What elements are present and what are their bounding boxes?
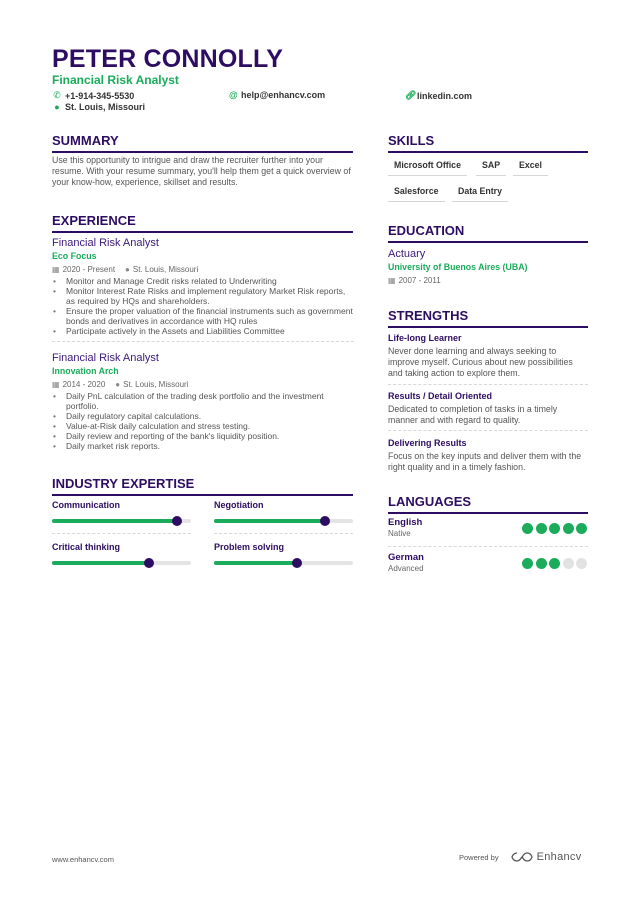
strength-title: Life-long Learner <box>388 333 462 343</box>
skill-tag: Microsoft Office <box>388 156 467 176</box>
rating-dot <box>536 558 547 569</box>
job-company: Eco Focus <box>52 251 97 261</box>
expertise-bar-fill <box>214 561 297 565</box>
section-title-strengths: STRENGTHS <box>388 308 588 328</box>
skill-tag: Excel <box>513 156 548 176</box>
language-item <box>388 517 588 545</box>
footer-powered <box>459 851 582 863</box>
skill-tag: SAP <box>476 156 506 176</box>
map-pin-icon: ● <box>115 380 121 389</box>
expertise-bar <box>52 519 191 523</box>
job-location: St. Louis, Missouri <box>132 265 199 274</box>
expertise-label: Problem solving <box>214 542 285 552</box>
section-title-summary: SUMMARY <box>52 133 353 153</box>
map-pin-icon: ● <box>125 265 130 274</box>
rating-dot <box>563 558 574 569</box>
strength-item <box>388 437 588 473</box>
calendar-icon: ▦ <box>52 380 60 389</box>
link-icon: 🔗︎ <box>405 90 417 100</box>
section-title-languages: LANGUAGES <box>388 494 588 514</box>
enhancv-logo[interactable] <box>511 851 582 863</box>
section-title-experience: EXPERIENCE <box>52 213 353 233</box>
experience-item <box>52 236 354 342</box>
expertise-bar <box>214 519 353 523</box>
rating-dot <box>549 523 560 534</box>
divider <box>388 546 588 547</box>
strength-title: Results / Detail Oriented <box>388 391 493 401</box>
education-degree: Actuary <box>388 248 426 260</box>
expertise-label: Negotiation <box>214 500 264 510</box>
expertise-item <box>214 541 353 565</box>
bullet: • Value-at-Risk daily calculation and stress testing. <box>52 421 354 431</box>
section-title-expertise: INDUSTRY EXPERTISE <box>52 476 353 496</box>
at-icon: @ <box>229 90 238 100</box>
bullet: • Daily review and reporting of the bank's liquidity position. <box>52 431 354 441</box>
expertise-bar-knob <box>320 516 330 526</box>
divider <box>388 384 588 385</box>
rating-dot <box>536 523 547 534</box>
job-dates: 2020 - Present <box>62 265 116 274</box>
divider <box>214 533 353 534</box>
skill-tag: Salesforce <box>388 182 445 202</box>
candidate-name: PETER CONNOLLY <box>52 45 284 73</box>
bullet: • Monitor and Manage Credit risks related to Underwriting <box>52 276 354 286</box>
map-pin-icon: ● <box>54 102 60 112</box>
job-company: Innovation Arch <box>52 366 119 376</box>
language-rating <box>522 558 587 569</box>
divider <box>388 430 588 431</box>
education-item <box>388 247 588 287</box>
language-item <box>388 552 588 580</box>
strength-title: Delivering Results <box>388 438 467 448</box>
rating-dot <box>549 558 560 569</box>
bullet: • Ensure the proper valuation of the financial instruments such as government bonds and derivatives in accordance with HQ rules <box>52 306 354 326</box>
expertise-item <box>52 541 191 565</box>
section-title-education: EDUCATION <box>388 223 588 243</box>
job-dates: 2014 - 2020 <box>62 380 106 389</box>
bullet: • Participate actively in the Assets and Liabilities Committee <box>52 326 354 336</box>
skill-tag: Data Entry <box>452 182 508 202</box>
job-bullets <box>52 391 354 451</box>
bullet: • Daily market risk reports. <box>52 441 354 451</box>
job-meta <box>52 378 354 391</box>
expertise-label: Critical thinking <box>52 542 121 552</box>
strength-item <box>388 390 588 431</box>
divider <box>52 533 191 534</box>
bullet: • Daily PnL calculation of the trading desk portfolio and the investment portfolio. <box>52 391 354 411</box>
powered-by-text: Powered by <box>459 852 499 862</box>
expertise-bar-knob <box>172 516 182 526</box>
rating-dot <box>563 523 574 534</box>
rating-dot <box>522 558 533 569</box>
contact-email[interactable] <box>229 90 325 100</box>
job-role: Financial Risk Analyst <box>52 237 159 249</box>
rating-dot <box>522 523 533 534</box>
language-rating <box>522 523 587 534</box>
email-link[interactable]: help@enhancv.com <box>241 90 326 100</box>
expertise-bar-fill <box>52 519 177 523</box>
strength-item <box>388 332 588 385</box>
infinity-logo-icon <box>511 851 533 863</box>
expertise-item <box>214 499 353 534</box>
linkedin-link[interactable]: linkedin.com <box>417 90 473 101</box>
phone-text: +1-914-345-5530 <box>65 90 135 101</box>
expertise-bar-fill <box>52 561 149 565</box>
language-level: Advanced <box>388 564 424 573</box>
strength-text: Focus on the key inputs and deliver them with the right quality and in a timely fashion. <box>388 451 582 473</box>
expertise-bar-fill <box>214 519 325 523</box>
location-text: St. Louis, Missouri <box>65 102 146 112</box>
job-location: St. Louis, Missouri <box>123 380 189 389</box>
strength-text: Never done learning and always seeking to improve myself. Curious about new possibilities and taking action to explore them. <box>388 346 573 379</box>
bullet: • Monitor Interest Rate Risks and implement regulatory Market Risk reports, as required by HQs and shareholders. <box>52 286 354 306</box>
rating-dot <box>576 558 587 569</box>
contact-location <box>53 102 145 112</box>
bullet: • Daily regulatory capital calculations. <box>52 411 354 421</box>
expertise-bar <box>52 561 191 565</box>
brand-name: Enhancv <box>536 851 582 863</box>
job-role: Financial Risk Analyst <box>52 352 159 364</box>
calendar-icon: ▦ <box>52 265 60 274</box>
job-bullets <box>52 276 354 336</box>
education-meta <box>388 274 588 287</box>
language-name: English <box>388 517 423 528</box>
expertise-bar-knob <box>292 558 302 568</box>
section-title-skills: SKILLS <box>388 133 588 153</box>
language-level: Native <box>388 529 411 538</box>
divider <box>52 341 354 342</box>
strength-text: Dedicated to completion of tasks in a timely manner and with regard to quality. <box>388 404 558 426</box>
candidate-title: Financial Risk Analyst <box>52 73 179 87</box>
education-school: University of Buenos Aires (UBA) <box>388 262 528 272</box>
footer-website[interactable]: www.enhancv.com <box>52 855 114 864</box>
job-meta <box>52 263 354 276</box>
calendar-icon: ▦ <box>388 276 396 285</box>
contact-link[interactable] <box>405 90 472 101</box>
expertise-label: Communication <box>52 500 121 510</box>
contact-phone <box>53 90 134 101</box>
summary-text: Use this opportunity to intrigue and draw the recruiter further into your resume. With your resume summary, you'll help them get a quick overview of your know-how, experience, skillset and results. <box>52 155 351 188</box>
experience-item <box>52 351 354 451</box>
expertise-bar <box>214 561 353 565</box>
education-dates: 2007 - 2011 <box>398 276 441 285</box>
expertise-item <box>52 499 191 534</box>
expertise-bar-knob <box>144 558 154 568</box>
language-name: German <box>388 552 424 563</box>
rating-dot <box>576 523 587 534</box>
phone-icon: ✆ <box>53 90 61 100</box>
